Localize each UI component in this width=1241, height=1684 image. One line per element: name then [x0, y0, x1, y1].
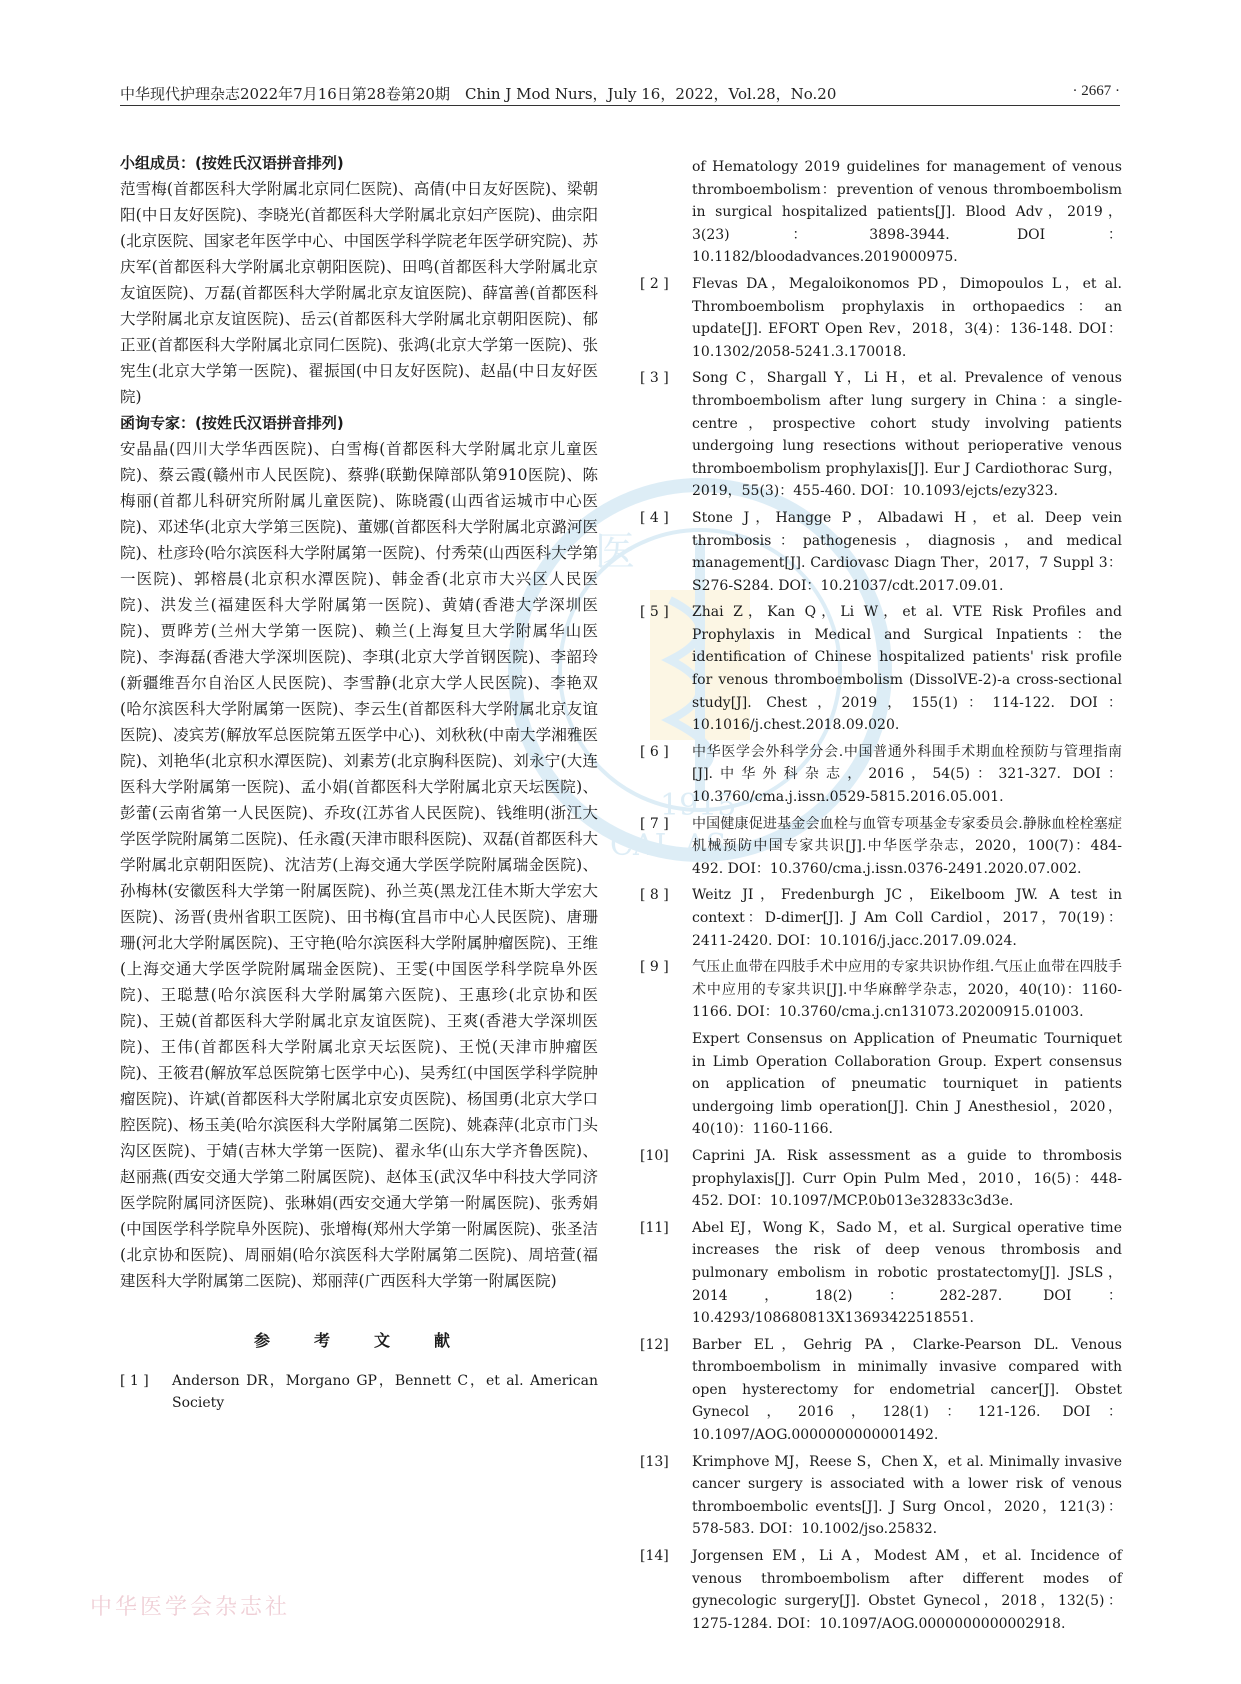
reference-item	[640, 507, 1122, 597]
reference-text: Zhai Z，Kan Q，Li W，et al. VTE Risk Profiles and Prophylaxis in Medical and Surgical Inpatients：the identification of Chinese hospitalized patients' risk profile for venous thromboembolism (DissolVE-2)-a cross-sectional study[J]. Chest，2019，155(1)：114-122. DOI：10.1016/j.chest.2018.09.020.	[692, 604, 1122, 734]
experts-list: 安晶晶(四川大学华西医院)、白雪梅(首都医科大学附属北京儿童医院)、蔡云霞(赣州市人民医院)、蔡骅(联勤保障部队第910医院)、陈梅丽(首都儿科研究所附属儿童医院)、陈晓霞(山西省运城市中心医院)、邓述华(北京大学第三医院)、董娜(首都医科大学附属北京潞河医院)、杜彦玲(哈尔滨医科大学附属第一医院)、付秀荣(山西医科大学第一医院)、郭榕晨(北京积水潭医院)、韩金香(北京市大兴区人民医院)、洪发兰(福建医科大学附属第一医院)、黄婧(香港大学深圳医院)、贾晔芳(兰州大学第一医院)、赖兰(上海复旦大学附属华山医院)、李海磊(香港大学深圳医院)、李琪(北京大学首钢医院)、李韶玲(新疆维吾尔自治区人民医院)、李雪静(北京大学人民医院)、李艳双(哈尔滨医科大学附属第一医院)、李云生(首都医科大学附属北京友谊医院)、凌宾芳(解放军总医院第五医学中心)、刘秋秋(中南大学湘雅医院)、刘艳华(北京积水潭医院)、刘素芳(北京胸科医院)、刘永宁(大连医科大学附属第一医院)、孟小娟(首都医科大学附属北京天坛医院)、彭蕾(云南省第一人民医院)、乔玫(江苏省人民医院)、钱维明(浙江大学医学院附属第二医院)、任永霞(天津市眼科医院)、双磊(首都医科大学附属北京朝阳医院)、沈洁芳(上海交通大学医学院附属瑞金医院)、孙梅林(安徽医科大学第一附属医院)、孙兰英(黑龙江佳木斯大学宏大医院)、汤晋(贵州省职工医院)、田书梅(宜昌市中心人民医院)、唐珊珊(河北大学附属医院)、王守艳(哈尔滨医科大学附属肿瘤医院)、王维(上海交通大学医学院附属瑞金医院)、王雯(中国医学科学院阜外医院)、王聪慧(哈尔滨医科大学附属第六医院)、王惠珍(北京协和医院)、王兢(首都医科大学附属北京友谊医院)、王爽(香港大学深圳医院)、王伟(首都医科大学附属北京天坛医院)、王悦(天津市肿瘤医院)、王筱君(解放军总医院第七医学中心)、吴秀红(中国医学科学院肿瘤医院)、许斌(首都医科大学附属北京安贞医院)、杨国勇(北京大学口腔医院)、杨玉美(哈尔滨医科大学附属第二医院)、姚森萍(北京市门头沟区医院)、于婧(吉林大学第一医院)、翟永华(山东大学齐鲁医院)、赵丽燕(西安交通大学第二附属医院)、赵体玉(武汉华中科技大学同济医学院附属同济医院)、张琳娟(西安交通大学第一附属医院)、张秀娟(中国医学科学院阜外医院)、张增梅(郑州大学第一附属医院)、张圣洁(北京协和医院)、周丽娟(哈尔滨医科大学附属第二医院)、周培萱(福建医科大学附属第二医院)、郑丽萍(广西医科大学第一附属医院)	[120, 440, 598, 1290]
reference-text: Weitz JI，Fredenburgh JC，Eikelboom JW. A test in context：D-dimer[J]. J Am Coll Cardiol，2017，70(19)：2411-2420. DOI：10.1016/j.jacc.2017.09.024.	[692, 887, 1122, 949]
reference-number: [10]	[640, 1147, 669, 1164]
reference-item	[640, 1545, 1122, 1635]
reference-item	[640, 813, 1122, 881]
reference-item	[640, 1334, 1122, 1447]
reference-text: Krimphove MJ，Reese S，Chen X，et al. Minimally invasive cancer surgery is associated with a lower risk of venous thromboembolic events[J]. J Surg Oncol，2020，121(3)：578-583. DOI：10.1002/jso.25832.	[692, 1453, 1122, 1538]
reference-item	[640, 741, 1122, 809]
reference-number: [11]	[640, 1219, 669, 1236]
reference-item	[640, 1145, 1122, 1213]
svg-text:CAL AS: CAL AS	[610, 828, 727, 863]
reference-text: Anderson DR，Morgano GP，Bennett C，et al. American Society	[172, 1373, 598, 1411]
running-header	[120, 80, 1120, 106]
reference-translation: Expert Consensus on Application of Pneumatic Tourniquet in Limb Operation Collaboration Group. Expert consensus on application of pneumatic tourniquet in patients undergoing limb operation[J]. Chin J Anesthesiol，2020，40(10)：1160-1166.	[692, 1030, 1122, 1138]
reference-number: [ 4 ]	[640, 509, 669, 526]
svg-text:1915: 1915	[660, 788, 737, 823]
reference-text: Barber EL，Gehrig PA，Clarke-Pearson DL. Venous thromboembolism in minimally invasive compared with open hysterectomy for endometrial cancer[J]. Obstet Gynecol，2016，128(1)：121-126. DOI：10.1097/AOG.0000000000001492.	[692, 1336, 1122, 1444]
reference-text: 中国健康促进基金会血栓与血管专项基金专家委员会.静脉血栓栓塞症机械预防中国专家共识[J].中华医学杂志，2020，100(7)：484-492. DOI：10.3760/cma.j.issn.0376-2491.2020.07.002.	[692, 815, 1122, 877]
references-title: 参 考 文 献	[253, 1331, 464, 1350]
reference-item	[640, 273, 1122, 363]
journal-citation-line: 中华现代护理杂志2022年7月16日第28卷第20期 Chin J Mod Nurs，July 16，2022，Vol.28，No.20	[120, 85, 837, 103]
reference-number: [14]	[640, 1548, 669, 1565]
reference-number: [ 5 ]	[640, 604, 669, 621]
reference-number: [ 2 ]	[640, 275, 669, 292]
reference-text: Caprini JA. Risk assessment as a guide to thrombosis prophylaxis[J]. Curr Opin Pulm Med，2010，16(5)：448-452. DOI：10.1097/MCP.0b013e32833c3d3e.	[692, 1147, 1122, 1210]
reference-text: Jorgensen EM，Li A，Modest AM，et al. Incidence of venous thromboembolism after different modes of gynecologic surgery[J]. Obstet Gynecol，2018，132(5)：1275-1284. DOI：10.1097/AOG.0000000000002918.	[692, 1548, 1122, 1632]
members-list: 范雪梅(首都医科大学附属北京同仁医院)、高倩(中日友好医院)、梁朝阳(中日友好医院)、李晓光(首都医科大学附属北京妇产医院)、曲宗阳(北京医院、国家老年医学中心、中国医学科学院老年医学研究院)、苏庆军(首都医科大学附属北京朝阳医院)、田鸣(首都医科大学附属北京友谊医院)、万磊(首都医科大学附属北京友谊医院)、薛富善(首都医科大学附属北京友谊医院)、岳云(首都医科大学附属北京朝阳医院)、郁正亚(首都医科大学附属北京同仁医院)、张鸿(北京大学第一医院)、张宪生(北京大学第一医院)、翟振国(中日友好医院)、赵晶(中日友好医院)	[120, 180, 598, 406]
experts-heading: 函询专家：(按姓氏汉语拼音排列)	[120, 414, 344, 432]
page-number: · 2667 ·	[1072, 83, 1120, 99]
reference-number: [ 3 ]	[640, 370, 669, 387]
reference-item	[640, 367, 1122, 503]
reference-number: [13]	[640, 1453, 669, 1470]
left-column	[120, 150, 598, 1414]
reference-number: [ 1 ]	[120, 1373, 149, 1389]
reference-number: [ 7 ]	[640, 815, 669, 832]
publisher-watermark	[90, 1590, 520, 1630]
reference-text: Stone J，Hangge P，Albadawi H，et al. Deep vein thrombosis：pathogenesis，diagnosis，and medical management[J]. Cardiovasc Diagn Ther，2017，7 Suppl 3：S276-S284. DOI：10.21037/cdt.2017.09.01.	[692, 509, 1122, 594]
reference-text: Song C，Shargall Y，Li H，et al. Prevalence of venous thromboembolism after lung surgery in China：a single-centre，prospective cohort study involving patients undergoing lung resections without perioperative venous thromboembolism prophylaxis[J]. Eur J Cardiothorac Surg，2019，55(3)：455-460. DOI：10.1093/ejcts/ezy323.	[692, 370, 1122, 500]
header-rule	[120, 105, 1120, 106]
reference-number: [ 8 ]	[640, 887, 669, 904]
reference-item	[120, 1370, 598, 1414]
reference-text: Abel EJ，Wong K，Sado M，et al. Surgical operative time increases the risk of deep venous thrombosis and pulmonary embolism in robotic prostatectomy[J]. JSLS，2014，18(2)：282-287. DOI：10.4293/108680813X13693422518551.	[692, 1219, 1122, 1327]
seal-text: 医	[595, 529, 635, 575]
reference-number: [ 9 ]	[640, 959, 669, 976]
publisher-watermark-text: 中华医学会杂志社	[90, 1595, 291, 1620]
reference-item	[640, 1217, 1122, 1330]
reference-continuation: of Hematology 2019 guidelines for management of venous thromboembolism：prevention of venous thromboembolism in surgical hospitalized patients[J]. Blood Adv，2019，3(23)：3898-3944. DOI：10.1182/bloodadvances.2019000975.	[692, 159, 1122, 266]
reference-text: 气压止血带在四肢手术中应用的专家共识协作组.气压止血带在四肢手术中应用的专家共识[J].中华麻醉学杂志，2020，40(10)：1160-1166. DOI：10.3760/cma.j.cn131073.20200915.01003.	[692, 959, 1122, 1021]
reference-item	[640, 956, 1122, 1024]
reference-item	[640, 1451, 1122, 1541]
reference-text: 中华医学会外科学分会.中国普通外科围手术期血栓预防与管理指南[J].中华外科杂志，2016，54(5)：321-327. DOI：10.3760/cma.j.issn.0529-5815.2016.05.001.	[692, 743, 1122, 806]
reference-item	[640, 884, 1122, 952]
reference-text: Flevas DA，Megaloikonomos PD，Dimopoulos L，et al. Thromboembolism prophylaxis in orthopaedics：an update[J]. EFORT Open Rev，2018，3(4)：136-148. DOI：10.1302/2058-5241.3.170018.	[692, 275, 1122, 360]
reference-number: [12]	[640, 1336, 669, 1353]
right-column	[640, 156, 1122, 1639]
reference-number: [ 6 ]	[640, 743, 669, 760]
reference-item	[640, 601, 1122, 737]
members-heading: 小组成员：(按姓氏汉语拼音排列)	[120, 154, 344, 172]
